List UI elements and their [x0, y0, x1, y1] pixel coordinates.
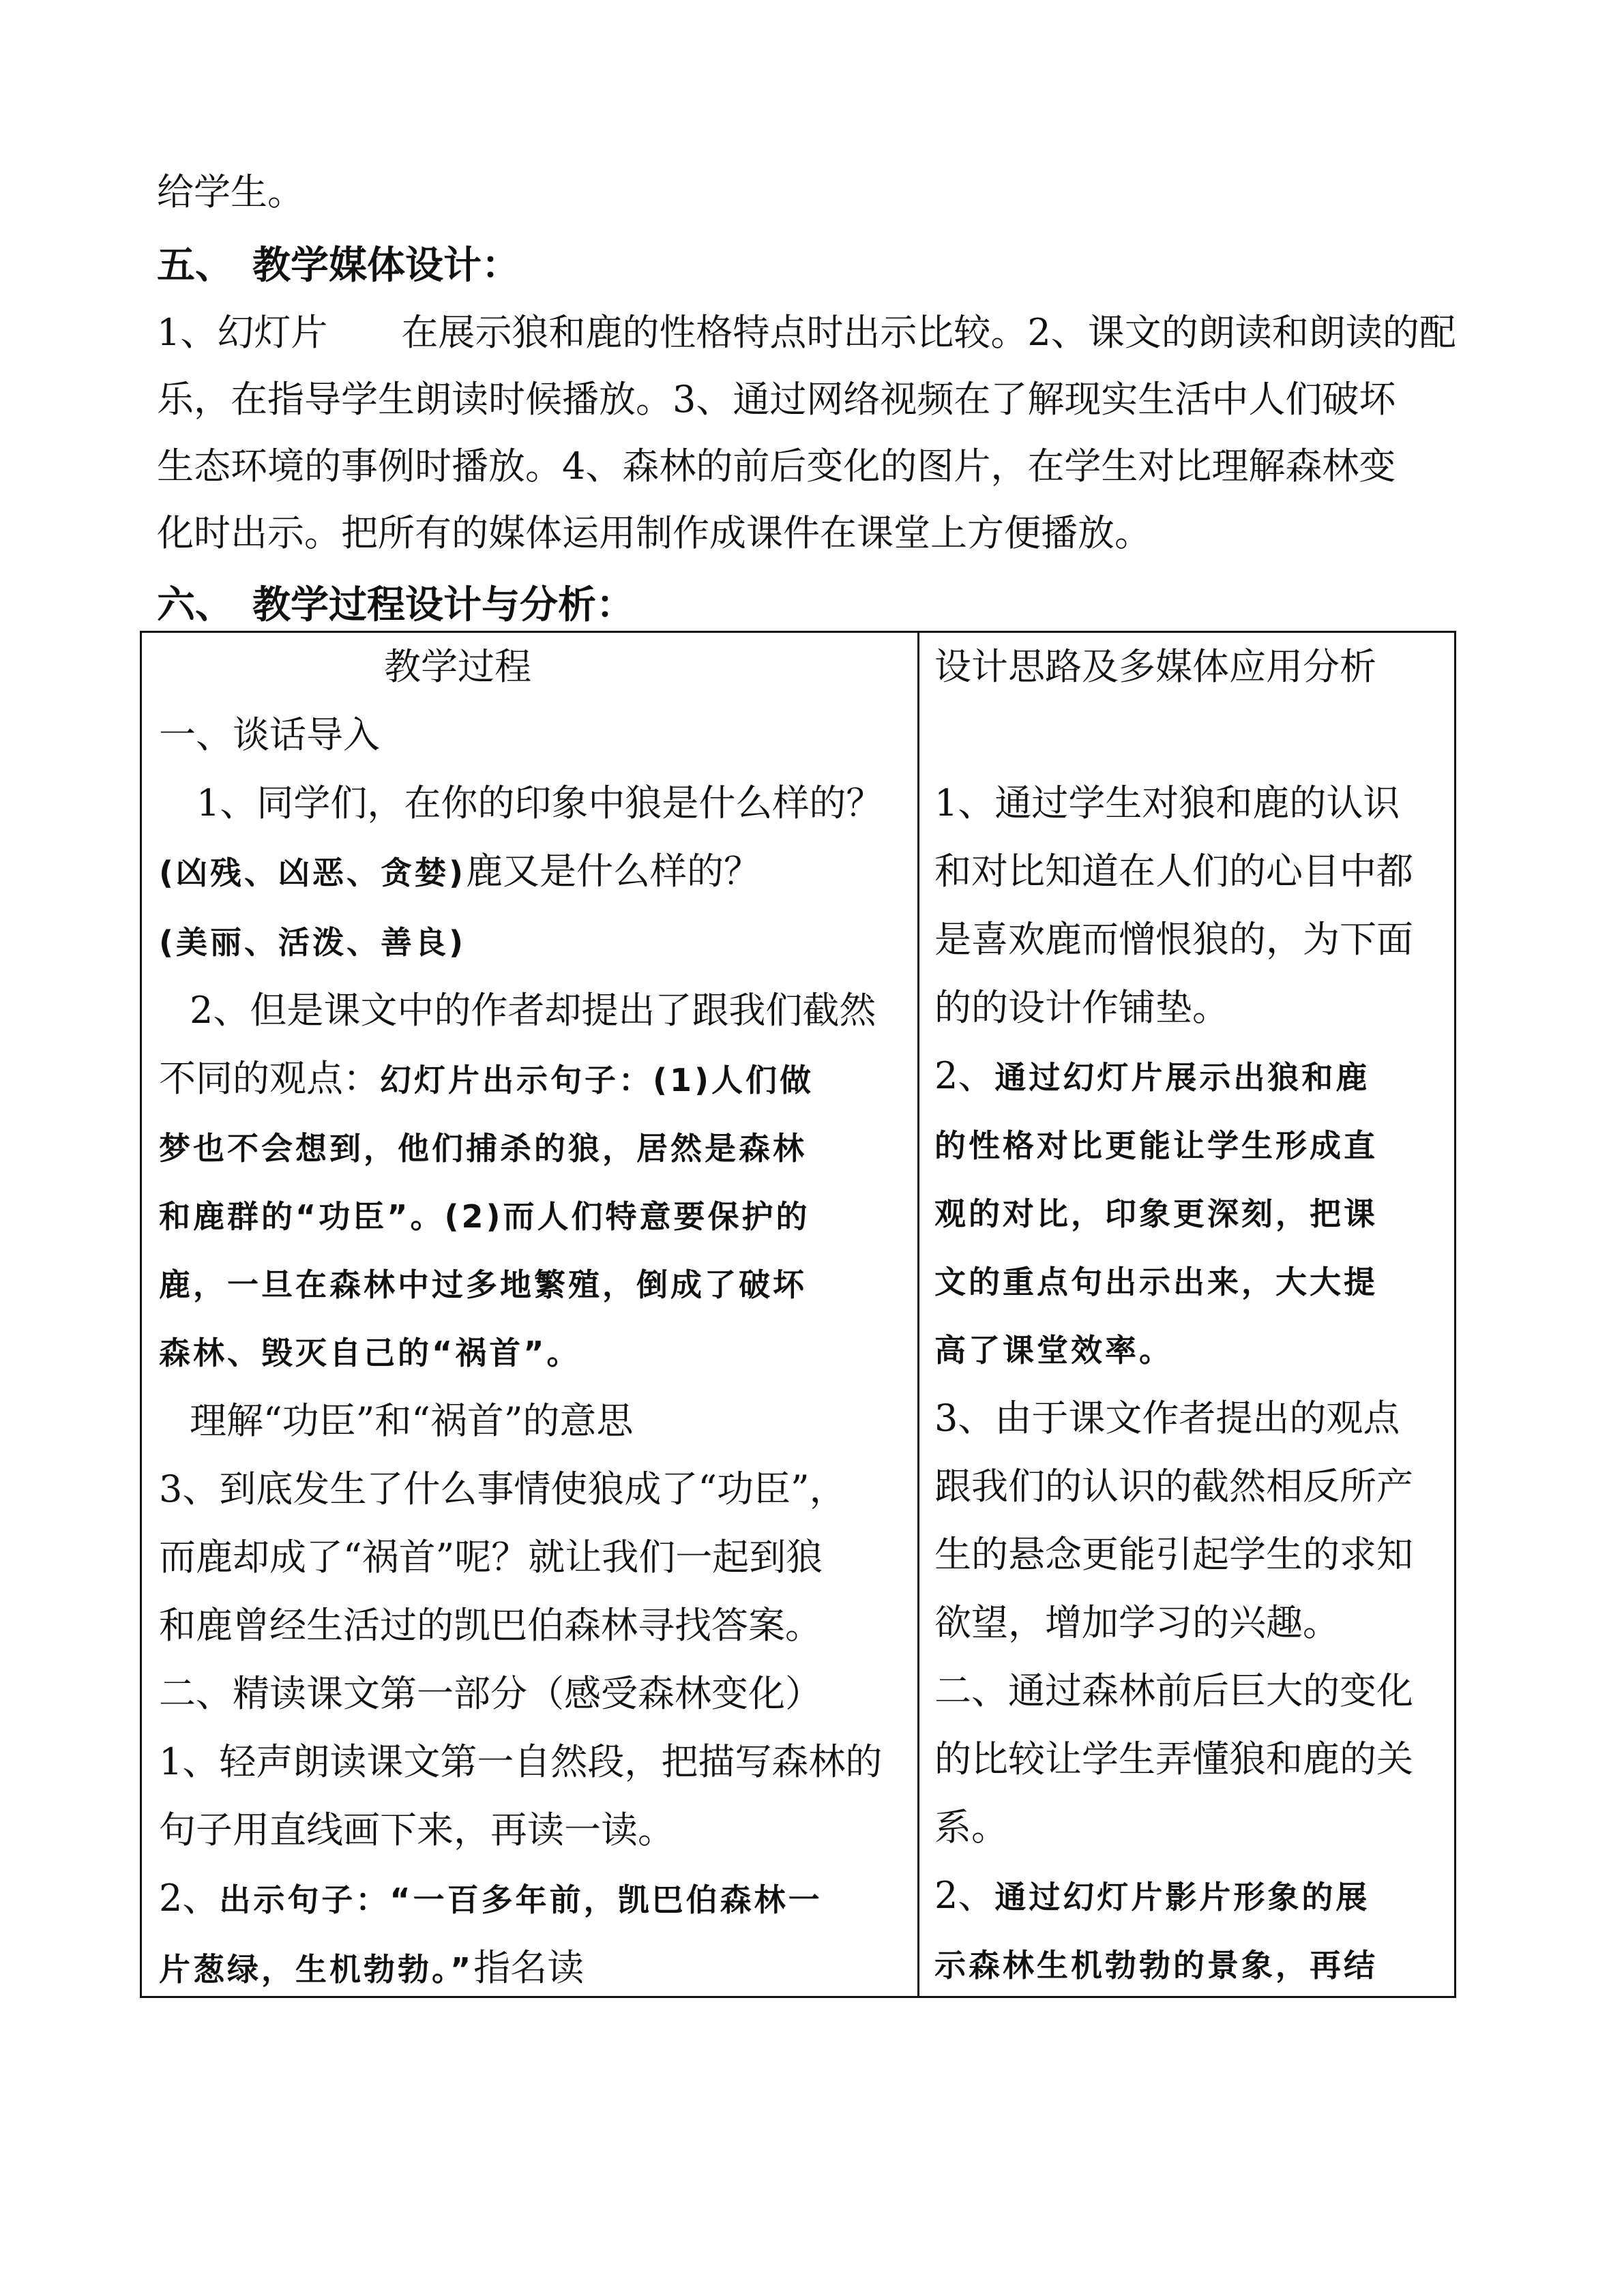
left-line-8: 和鹿群的“功臣”。(2)而人们特意要保护的: [159, 1198, 810, 1235]
right-line-2: 和对比知道在人们的心目中都: [934, 850, 1413, 893]
right-line-14: 二、通过森林前后巨大的变化: [934, 1669, 1413, 1712]
table-column-divider: [917, 633, 919, 1996]
right-line-1: 1、通过学生对狼和鹿的认识: [934, 781, 1400, 824]
table-right-column: [934, 633, 1446, 1999]
section5-line-4: 化时出示。把所有的媒体运用制作成课件在课堂上方便播放。: [157, 511, 1151, 554]
right-line-10: 3、由于课文作者提出的观点: [934, 1397, 1400, 1440]
section5-heading: [157, 232, 520, 300]
left-line-12: 3、到底发生了什么事情使狼成了“功臣”，: [159, 1467, 846, 1510]
left-line-14: 和鹿曾经生活过的凯巴伯森林寻找答案。: [159, 1604, 822, 1647]
section5-number: 五、: [157, 243, 233, 288]
right-line-9: 高了课堂效率。: [934, 1332, 1173, 1369]
left-line-16: 1、轻声朗读课文第一自然段，把描写森林的: [159, 1740, 883, 1783]
right-line-16: 系。: [934, 1806, 1008, 1849]
section5-title: 教学媒体设计：: [252, 243, 520, 288]
right-line-5: 2、通过幻灯片展示出狼和鹿: [934, 1054, 1370, 1097]
section6-number: 六、: [157, 583, 233, 627]
left-line-2: 1、同学们，在你的印象中狼是什么样的？: [196, 781, 883, 824]
teaching-process-table: [140, 631, 1456, 1998]
left-line-1: 一、谈话导入: [159, 713, 380, 756]
left-line-11: 理解“功臣”和“祸首”的意思: [190, 1399, 634, 1442]
left-line-7: 梦也不会想到，他们捕杀的狼，居然是森林: [159, 1130, 807, 1167]
left-line-18: 2、出示句子：“一百多年前，凯巴伯森林一: [159, 1877, 823, 1920]
left-line-13: 而鹿却成了“祸首”呢？就让我们一起到狼: [159, 1536, 823, 1579]
right-line-12: 生的悬念更能引起学生的求知: [934, 1533, 1413, 1576]
left-line-5: 2、但是课文中的作者却提出了跟我们截然: [190, 989, 876, 1032]
left-line-3: (凶残、凶恶、贪婪)鹿又是什么样的？: [159, 850, 761, 893]
section5-line-2: 乐，在指导学生朗读时候播放。3、通过网络视频在了解现实生活中人们破坏: [157, 378, 1396, 421]
right-line-17: 2、通过幻灯片影片形象的展: [934, 1874, 1370, 1917]
intro-tail-text: 给学生。: [157, 170, 304, 213]
right-line-6: 的性格对比更能让学生形成直: [934, 1127, 1378, 1164]
left-line-10: 森林、毁灭自己的“祸首”。: [159, 1335, 581, 1371]
left-line-15: 二、精读课文第一部分（感受森林变化）: [159, 1672, 822, 1715]
right-line-7: 观的对比，印象更深刻，把课: [934, 1195, 1378, 1232]
right-line-8: 文的重点句出示出来，大大提: [934, 1264, 1378, 1300]
table-left-column: [159, 633, 909, 2003]
header-teaching-process: 教学过程: [384, 645, 531, 688]
left-line-19: 片葱绿，生机勃勃。”指名读: [159, 1946, 585, 1989]
section6-heading: [157, 571, 634, 640]
left-line-4: (美丽、活泼、善良): [159, 924, 467, 961]
section5-line-3: 生态环境的事例时播放。4、森林的前后变化的图片，在学生对比理解森林变: [157, 445, 1396, 488]
left-line-6: 不同的观点：幻灯片出示句子：(1)人们做: [159, 1057, 814, 1100]
right-blank-line: [934, 701, 1446, 769]
left-line-17: 句子用直线画下来，再读一读。: [159, 1808, 675, 1851]
left-line-9: 鹿，一旦在森林中过多地繁殖，倒成了破坏: [159, 1266, 807, 1303]
right-line-13: 欲望，增加学习的兴趣。: [934, 1601, 1340, 1644]
right-line-4: 的的设计作铺垫。: [934, 986, 1229, 1029]
right-line-3: 是喜欢鹿而憎恨狼的，为下面: [934, 918, 1413, 961]
right-line-11: 跟我们的认识的截然相反所产: [934, 1465, 1413, 1508]
right-line-18: 示森林生机勃勃的景象，再结: [934, 1947, 1378, 1984]
section5-line-1: 1、幻灯片 在展示狼和鹿的性格特点时出示比较。2、课文的朗读和朗读的配: [157, 311, 1456, 354]
header-design-analysis: 设计思路及多媒体应用分析: [934, 645, 1376, 688]
section6-title: 教学过程设计与分析：: [252, 583, 634, 627]
right-line-15: 的比较让学生弄懂狼和鹿的关: [934, 1738, 1413, 1780]
